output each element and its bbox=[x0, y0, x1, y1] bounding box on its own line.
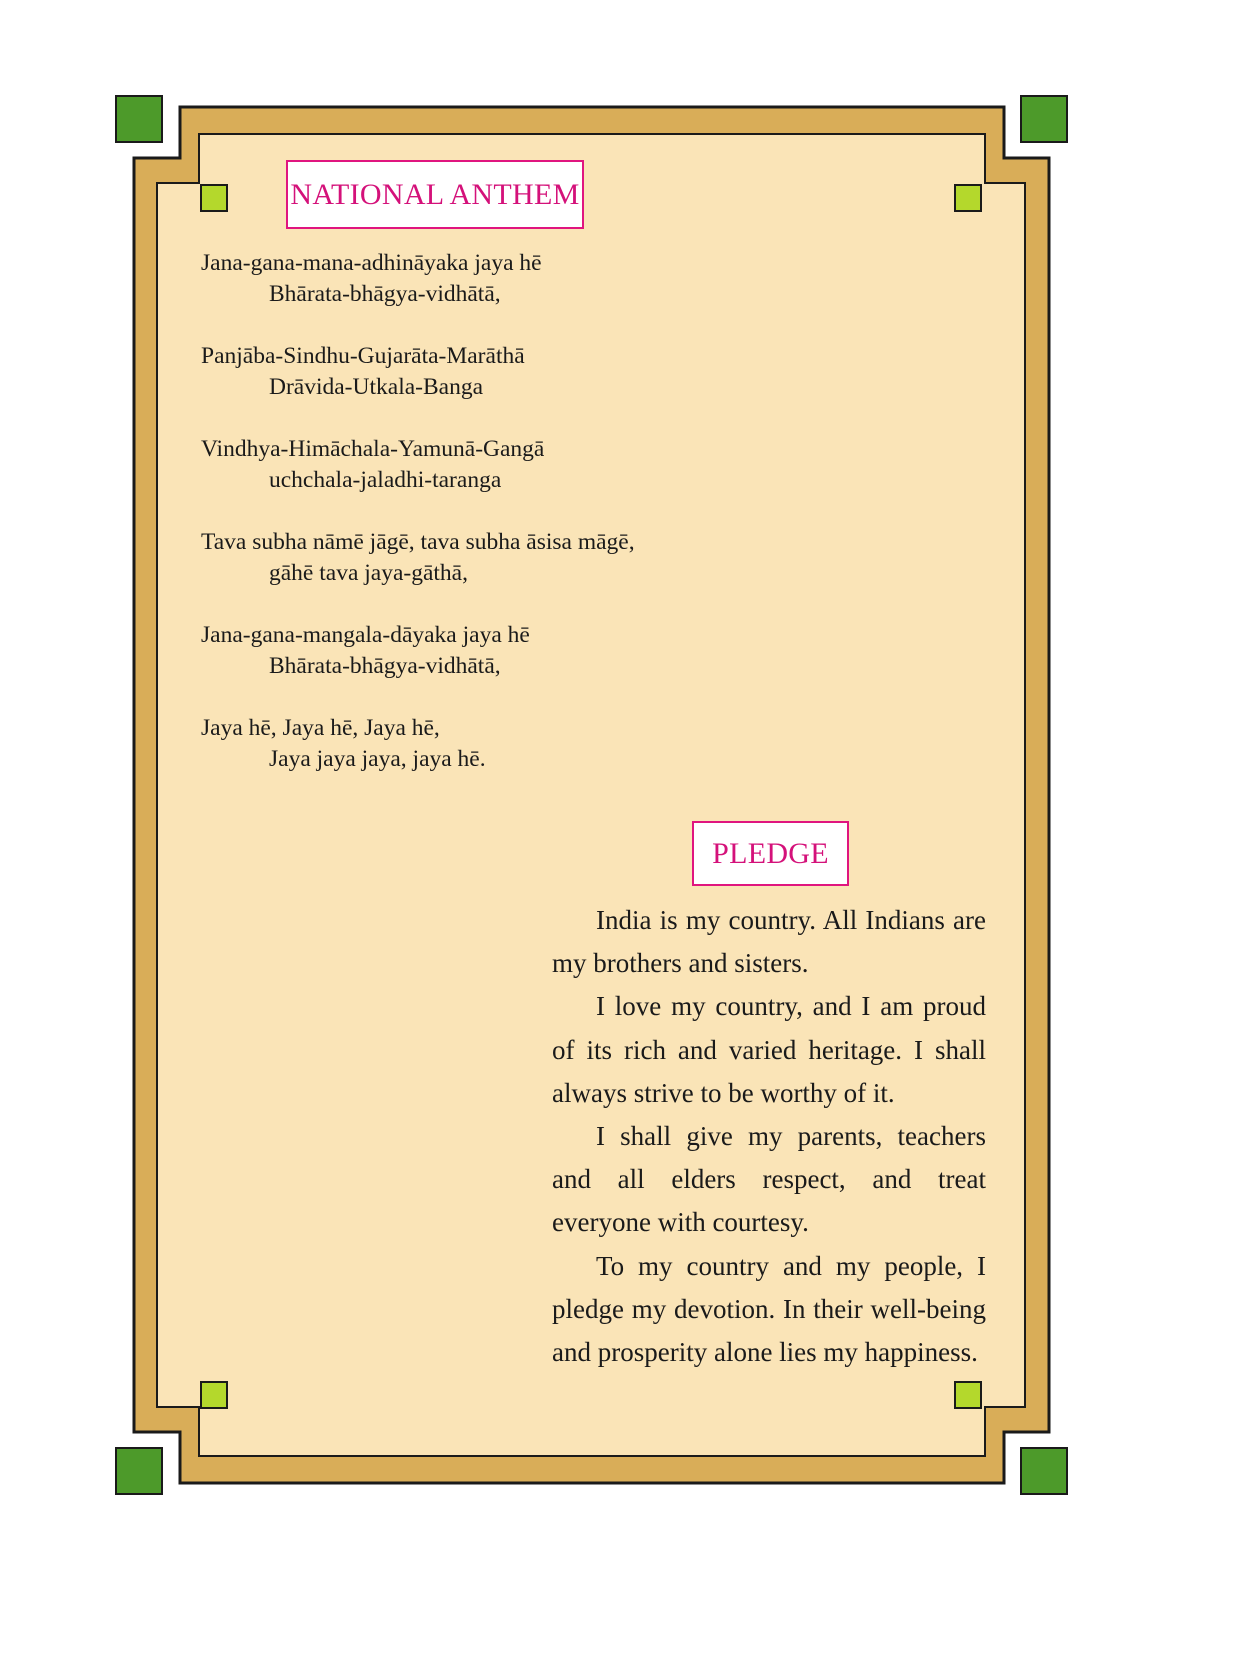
anthem-stanza bbox=[201, 620, 721, 682]
corner-square-bottom-left bbox=[116, 1448, 162, 1494]
corner-square-top-left bbox=[116, 96, 162, 142]
anthem-line: Jana-gana-mangala-dāyaka jaya hē bbox=[201, 622, 530, 648]
pledge-title: PLEDGE bbox=[692, 821, 849, 886]
inner-square-bottom-right bbox=[955, 1382, 981, 1408]
anthem-line-indented: gāhē tava jaya-gāthā, bbox=[269, 560, 468, 586]
anthem-stanza bbox=[201, 248, 721, 310]
anthem-line-indented: Jaya jaya jaya, jaya hē. bbox=[269, 746, 486, 772]
anthem-line-indented: Bhārata-bhāgya-vidhātā, bbox=[269, 653, 501, 679]
anthem-stanza bbox=[201, 527, 721, 589]
national-anthem-title: NATIONAL ANTHEM bbox=[286, 160, 584, 229]
anthem-line: Jaya hē, Jaya hē, Jaya hē, bbox=[201, 715, 440, 741]
anthem-lyrics bbox=[201, 248, 721, 806]
anthem-line-indented: uchchala-jaladhi-taranga bbox=[269, 467, 502, 493]
anthem-line: Panjāba-Sindhu-Gujarāta-Marāthā bbox=[201, 343, 525, 369]
anthem-stanza bbox=[201, 341, 721, 403]
corner-square-top-right bbox=[1021, 96, 1067, 142]
pledge-paragraph: I love my country, and I am proud of its rich and varied heritage. I shall always strive to be worthy of it. bbox=[552, 991, 986, 1108]
corner-square-bottom-right bbox=[1021, 1448, 1067, 1494]
pledge-paragraph: I shall give my parents, teachers and all elders respect, and treat everyone with courtesy. bbox=[552, 1121, 986, 1238]
anthem-line: Jana-gana-mana-adhināyaka jaya hē bbox=[201, 250, 542, 276]
anthem-stanza bbox=[201, 434, 721, 496]
anthem-line: Tava subha nāmē jāgē, tava subha āsisa māgē, bbox=[201, 529, 635, 555]
anthem-line-indented: Drāvida-Utkala-Banga bbox=[269, 374, 484, 400]
inner-square-top-right bbox=[955, 185, 981, 211]
anthem-stanza bbox=[201, 713, 721, 775]
pledge-paragraph: India is my country. All Indians are my brothers and sisters. bbox=[552, 905, 986, 979]
inner-square-top-left bbox=[201, 185, 227, 211]
anthem-line: Vindhya-Himāchala-Yamunā-Gangā bbox=[201, 436, 545, 462]
inner-square-bottom-left bbox=[201, 1382, 227, 1408]
pledge-text bbox=[552, 899, 986, 1374]
pledge-paragraph: To my country and my people, I pledge my devotion. In their well-being and prosperity alone lies my happiness. bbox=[552, 1250, 986, 1368]
anthem-line-indented: Bhārata-bhāgya-vidhātā, bbox=[269, 281, 501, 307]
